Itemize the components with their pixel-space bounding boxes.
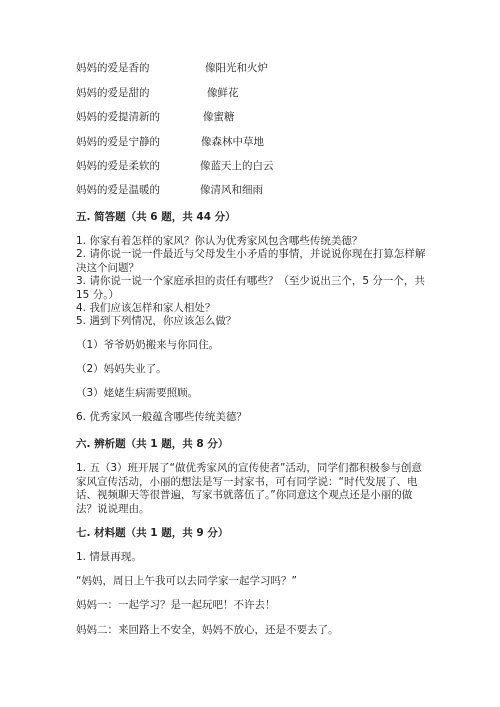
matching-right-3: 像蜜糖 bbox=[203, 111, 235, 123]
section-7-heading: 七. 材料题（共 1 题，共 9 分） bbox=[76, 527, 229, 539]
matching-left-3: 妈妈的爱提清新的 bbox=[76, 111, 160, 123]
section-5-question-6: 6. 优秀家风一般蕴含哪些传统美德？ bbox=[76, 411, 247, 423]
section-7-mom-1: 妈妈一：一起学习？是一起玩吧！不许去！ bbox=[76, 599, 276, 611]
section-7-quote: “妈妈，周日上午我可以去同学家一起学习吗？” bbox=[76, 575, 297, 587]
matching-left-2: 妈妈的爱是甜的 bbox=[76, 87, 150, 99]
matching-left-5: 妈妈的爱是柔软的 bbox=[76, 160, 160, 172]
section-5-question-5-item-3: （3）姥姥生病需要照顾。 bbox=[76, 387, 199, 399]
section-7-question-1: 1. 情景再现。 bbox=[76, 551, 142, 563]
section-5-question-2: 2. 请你说一说一件最近与父母发生小矛盾的事情，并说说你现在打算怎样解决这个问题？ bbox=[76, 248, 426, 274]
section-5-question-5: 5. 遇到下列情况，你应该怎么做？ bbox=[76, 315, 237, 327]
matching-right-4: 像森林中草地 bbox=[201, 136, 264, 148]
matching-right-1: 像阳光和火炉 bbox=[205, 62, 268, 74]
section-5-question-3: 3. 请你说一说一个家庭承担的责任有哪些？（至少说出三个，5 分一个，共 15 分。） bbox=[76, 275, 425, 301]
section-5-question-4: 4. 我们应该怎样和家人相处？ bbox=[76, 302, 216, 314]
section-6-heading: 六. 辨析题（共 1 题，共 8 分） bbox=[76, 438, 229, 450]
matching-right-2: 像鲜花 bbox=[207, 87, 239, 99]
matching-left-6: 妈妈的爱是温暖的 bbox=[76, 184, 160, 196]
section-6-question-1: 1. 五（3）班开展了“做优秀家风的宣传使者”活动，同学们都积极参与创意家风宣传活动，小丽的想法是写一封家书，可有同学说：“时代发展了、电话、视频聊天等很普遍，写家书就落伍了。”你同意这个观点还是小丽的做法？说说理由。 bbox=[76, 462, 422, 515]
section-5-question-5-item-1: （1）爷爷奶奶搬来与你同住。 bbox=[76, 339, 220, 351]
matching-left-4: 妈妈的爱是宁静的 bbox=[76, 136, 160, 148]
matching-right-6: 像清风和细雨 bbox=[200, 184, 263, 196]
section-5-question-5-item-2: （2）妈妈失业了。 bbox=[76, 363, 167, 375]
section-5-question-1: 1. 你家有着怎样的家风？你认为优秀家风包含哪些传统美德？ bbox=[76, 235, 363, 247]
section-5-heading: 五. 简答题（共 6 题，共 44 分） bbox=[76, 211, 236, 223]
section-7-mom-2: 妈妈二：来回路上不安全，妈妈不放心，还是不要去了。 bbox=[76, 624, 339, 636]
matching-left-1: 妈妈的爱是香的 bbox=[76, 62, 150, 74]
matching-right-5: 像蓝天上的白云 bbox=[200, 160, 274, 172]
